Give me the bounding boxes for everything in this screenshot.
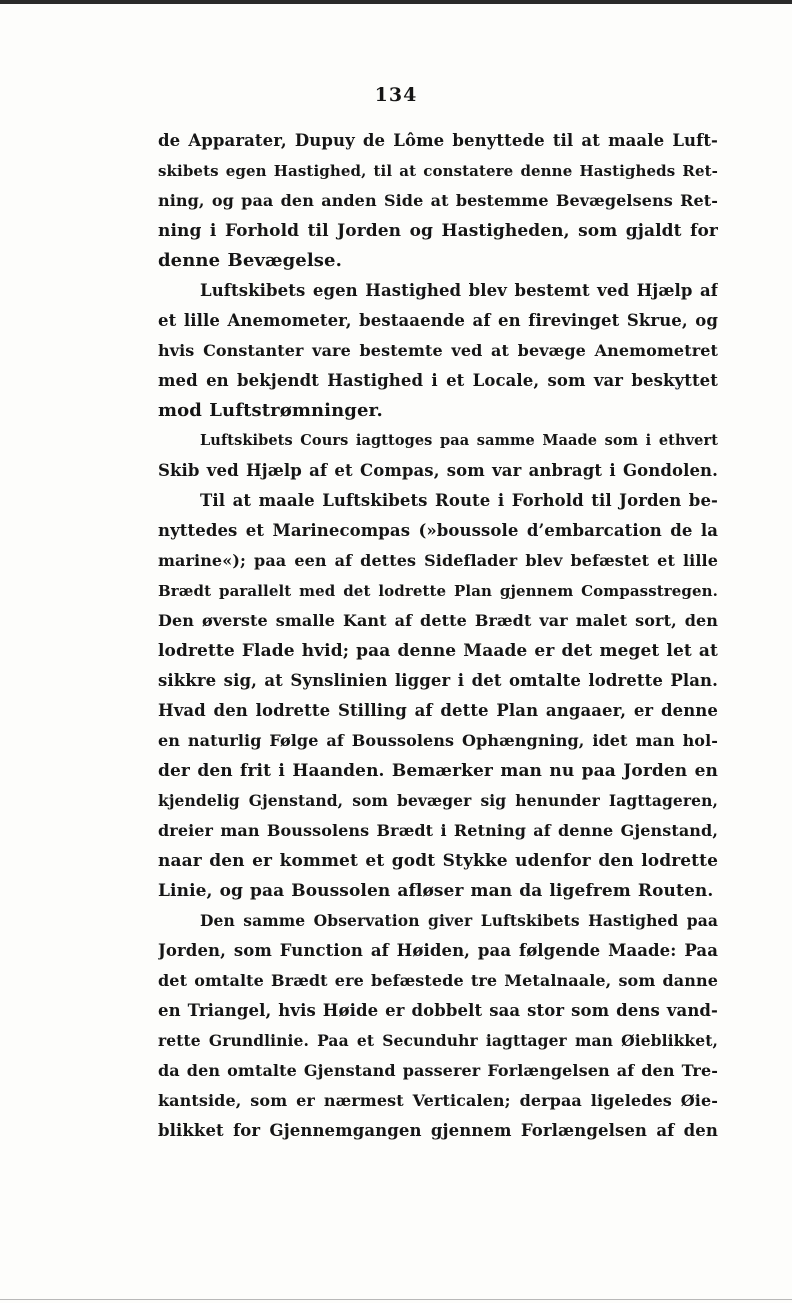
text-line: Linie, og paa Boussolen afløser man da ligefrem Routen. (158, 881, 714, 901)
text-line: en Triangel, hvis Høide er dobbelt saa stor som dens vand- (158, 1001, 718, 1020)
text-line: Luftskibets Cours iagttoges paa samme Maade som i ethvert (200, 432, 718, 449)
text-line: en naturlig Følge af Boussolens Ophængning, idet man hol- (158, 731, 718, 750)
bottom-edge-rule (0, 1299, 792, 1300)
text-line: det omtalte Brædt ere befæstede tre Metalnaale, som danne (158, 971, 718, 990)
text-line: med en bekjendt Hastighed i et Locale, som var beskyttet (158, 371, 718, 390)
text-line: blikket for Gjennemgangen gjennem Forlængelsen af den (158, 1121, 718, 1140)
text-line: naar den er kommet et godt Stykke udenfor den lodrette (158, 851, 718, 871)
text-line: ning i Forhold til Jorden og Hastigheden, som gjaldt for (158, 221, 718, 241)
top-edge-rule (0, 0, 792, 4)
text-line: Den samme Observation giver Luftskibets Hastighed paa (200, 911, 718, 930)
text-line: denne Bevægelse. (158, 250, 342, 271)
text-line: Til at maale Luftskibets Route i Forhold til Jorden be- (200, 491, 718, 510)
text-line: Den øverste smalle Kant af dette Brædt var malet sort, den (158, 611, 718, 630)
text-line: mod Luftstrømninger. (158, 400, 383, 421)
text-line: kantside, som er nærmest Verticalen; derpaa ligeledes Øie- (158, 1091, 718, 1110)
text-line: Brædt parallelt med det lodrette Plan gjennem Compasstregen. (158, 582, 718, 600)
text-line: Jorden, som Function af Høiden, paa følgende Maade: Paa (158, 941, 718, 960)
text-line: hvis Constanter vare bestemte ved at bevæge Anemometret (158, 341, 718, 360)
text-line: der den frit i Haanden. Bemærker man nu paa Jorden en (158, 761, 718, 781)
text-line: sikkre sig, at Synslinien ligger i det omtalte lodrette Plan. (158, 671, 718, 690)
text-line: et lille Anemometer, bestaaende af en firevinget Skrue, og (158, 311, 718, 330)
page-number: 134 (374, 84, 418, 106)
text-line: Luftskibets egen Hastighed blev bestemt ved Hjælp af (200, 281, 718, 300)
text-line: da den omtalte Gjenstand passerer Forlængelsen af den Tre- (158, 1061, 718, 1080)
text-line: marine«); paa een af dettes Sideflader blev befæstet et lille (158, 551, 718, 570)
text-line: Skib ved Hjælp af et Compas, som var anbragt i Gondolen. (158, 461, 718, 480)
text-line: lodrette Flade hvid; paa denne Maade er det meget let at (158, 641, 718, 661)
text-line: rette Grundlinie. Paa et Secunduhr iagttager man Øieblikket, (158, 1031, 718, 1050)
body-text (158, 126, 718, 1146)
text-line: nyttedes et Marinecompas (»boussole d’embarcation de la (158, 521, 718, 540)
text-line: ning, og paa den anden Side at bestemme Bevægelsens Ret- (158, 191, 718, 210)
text-line: skibets egen Hastighed, til at constatere denne Hastigheds Ret- (158, 162, 718, 180)
text-line: de Apparater, Dupuy de Lôme benyttede til at maale Luft- (158, 131, 718, 150)
text-line: Hvad den lodrette Stilling af dette Plan angaaer, er denne (158, 701, 718, 720)
text-line: dreier man Boussolens Brædt i Retning af denne Gjenstand, (158, 821, 718, 840)
text-line: kjendelig Gjenstand, som bevæger sig henunder Iagttageren, (158, 791, 718, 810)
